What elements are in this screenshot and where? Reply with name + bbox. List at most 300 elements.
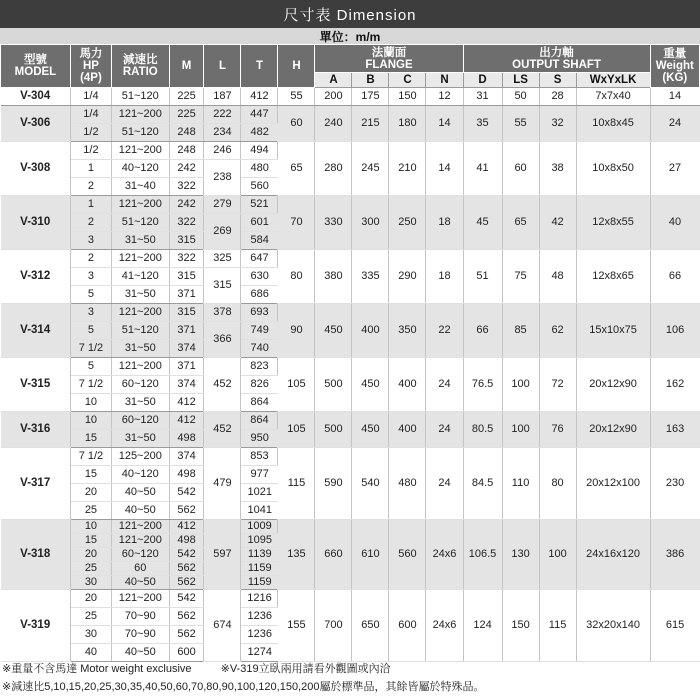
ratio-cell: 40~50: [112, 502, 170, 520]
model-group: [1, 304, 700, 358]
header-model: 型號 MODEL: [1, 45, 71, 88]
h-cell: 105: [278, 358, 315, 412]
c-cell: 560: [389, 520, 426, 590]
m-cell: 412: [169, 520, 204, 534]
table-row: [1, 304, 700, 322]
hp-cell: 20: [70, 484, 111, 502]
hp-cell: 1: [70, 160, 111, 178]
m-cell: 542: [169, 548, 204, 562]
d-cell: 80.5: [463, 412, 502, 448]
h-cell: 90: [278, 304, 315, 358]
t-cell: 584: [241, 232, 278, 250]
ratio-cell: 31~50: [112, 394, 170, 412]
n-cell: 24: [426, 448, 463, 520]
m-cell: 562: [169, 576, 204, 590]
key-cell: 20x12x100: [576, 448, 650, 520]
l-cell: 279: [204, 196, 241, 214]
b-cell: 300: [352, 196, 389, 250]
model-group: [1, 196, 700, 250]
t-cell: 740: [241, 340, 278, 358]
s-cell: 28: [539, 88, 576, 106]
model-group: [1, 88, 700, 106]
ratio-cell: 40~120: [112, 466, 170, 484]
n-cell: 18: [426, 250, 463, 304]
header-flange-b: B: [352, 73, 389, 88]
hp-cell: 1/2: [70, 124, 111, 142]
model-cell: V-314: [1, 304, 71, 358]
d-cell: 84.5: [463, 448, 502, 520]
hp-cell: 3: [70, 304, 111, 322]
l-cell: 246: [204, 142, 241, 160]
s-cell: 115: [539, 590, 576, 662]
hp-cell: 1: [70, 196, 111, 214]
l-cell: 597: [204, 520, 241, 590]
a-cell: 200: [315, 88, 352, 106]
l-cell: 187: [204, 88, 241, 106]
m-cell: 225: [169, 106, 204, 124]
t-cell: 647: [241, 250, 278, 268]
hp-cell: 30: [70, 576, 111, 590]
s-cell: 72: [539, 358, 576, 412]
m-cell: 374: [169, 376, 204, 394]
t-cell: 977: [241, 466, 278, 484]
ls-cell: 150: [502, 590, 539, 662]
key-cell: 7x7x40: [576, 88, 650, 106]
weight-cell: 230: [650, 448, 699, 520]
ratio-cell: 31~40: [112, 178, 170, 196]
s-cell: 100: [539, 520, 576, 590]
t-cell: 1041: [241, 502, 278, 520]
t-cell: 480: [241, 160, 278, 178]
d-cell: 35: [463, 106, 502, 142]
hp-cell: 5: [70, 286, 111, 304]
h-cell: 70: [278, 196, 315, 250]
ratio-cell: 41~120: [112, 268, 170, 286]
hp-cell: 15: [70, 466, 111, 484]
d-cell: 76.5: [463, 358, 502, 412]
weight-cell: 386: [650, 520, 699, 590]
n-cell: 24x6: [426, 590, 463, 662]
model-cell: V-304: [1, 88, 71, 106]
d-cell: 106.5: [463, 520, 502, 590]
hp-cell: 15: [70, 534, 111, 548]
model-cell: V-319: [1, 590, 71, 662]
ls-cell: 85: [502, 304, 539, 358]
t-cell: 950: [241, 430, 278, 448]
n-cell: 22: [426, 304, 463, 358]
d-cell: 51: [463, 250, 502, 304]
a-cell: 500: [315, 412, 352, 448]
hp-cell: 2: [70, 250, 111, 268]
model-cell: V-316: [1, 412, 71, 448]
model-group: [1, 520, 700, 590]
table-row: [1, 448, 700, 466]
model-cell: V-310: [1, 196, 71, 250]
ratio-cell: 121~200: [112, 142, 170, 160]
hp-cell: 5: [70, 358, 111, 376]
weight-cell: 27: [650, 142, 699, 196]
b-cell: 610: [352, 520, 389, 590]
n-cell: 14: [426, 106, 463, 142]
ratio-cell: 31~50: [112, 340, 170, 358]
h-cell: 115: [278, 448, 315, 520]
t-cell: 823: [241, 358, 278, 376]
b-cell: 245: [352, 142, 389, 196]
t-cell: 1236: [241, 626, 278, 644]
m-cell: 562: [169, 608, 204, 626]
ratio-cell: 51~120: [112, 88, 170, 106]
ratio-cell: 31~50: [112, 430, 170, 448]
weight-cell: 40: [650, 196, 699, 250]
l-cell: 315: [204, 268, 241, 304]
ratio-cell: 121~200: [112, 304, 170, 322]
b-cell: 335: [352, 250, 389, 304]
m-cell: 322: [169, 178, 204, 196]
ls-cell: 55: [502, 106, 539, 142]
weight-cell: 24: [650, 106, 699, 142]
table-row: [1, 590, 700, 608]
d-cell: 124: [463, 590, 502, 662]
model-group: [1, 106, 700, 142]
s-cell: 38: [539, 142, 576, 196]
d-cell: 45: [463, 196, 502, 250]
ratio-cell: 121~200: [112, 250, 170, 268]
c-cell: 150: [389, 88, 426, 106]
m-cell: 322: [169, 214, 204, 232]
t-cell: 1216: [241, 590, 278, 608]
b-cell: 650: [352, 590, 389, 662]
m-cell: 412: [169, 394, 204, 412]
ls-cell: 100: [502, 358, 539, 412]
ls-cell: 130: [502, 520, 539, 590]
header-h: H: [278, 45, 315, 88]
ratio-cell: 70~90: [112, 626, 170, 644]
ratio-cell: 121~200: [112, 520, 170, 534]
dimension-table: [0, 44, 700, 662]
ratio-cell: 121~200: [112, 358, 170, 376]
h-cell: 135: [278, 520, 315, 590]
h-cell: 80: [278, 250, 315, 304]
ratio-cell: 60~120: [112, 548, 170, 562]
t-cell: 1009: [241, 520, 278, 534]
t-cell: 749: [241, 322, 278, 340]
t-cell: 1236: [241, 608, 278, 626]
footnote-weight: ※重量不含馬達 Motor weight exclusive: [2, 663, 192, 675]
d-cell: 41: [463, 142, 502, 196]
a-cell: 280: [315, 142, 352, 196]
m-cell: 225: [169, 88, 204, 106]
hp-cell: 7 1/2: [70, 340, 111, 358]
t-cell: 560: [241, 178, 278, 196]
m-cell: 322: [169, 250, 204, 268]
m-cell: 315: [169, 232, 204, 250]
footnote-line-1: [0, 660, 700, 678]
m-cell: 600: [169, 644, 204, 662]
m-cell: 371: [169, 358, 204, 376]
model-group: [1, 412, 700, 448]
header-m: M: [169, 45, 204, 88]
c-cell: 180: [389, 106, 426, 142]
l-cell: 325: [204, 250, 241, 268]
header-weight: 重量 Weight (KG): [650, 45, 699, 88]
key-cell: 32x20x140: [576, 590, 650, 662]
table-row: [1, 520, 700, 534]
t-cell: 853: [241, 448, 278, 466]
t-cell: 447: [241, 106, 278, 124]
t-cell: 1021: [241, 484, 278, 502]
table-row: [1, 196, 700, 214]
t-cell: 826: [241, 376, 278, 394]
weight-cell: 615: [650, 590, 699, 662]
b-cell: 215: [352, 106, 389, 142]
ratio-cell: 60: [112, 562, 170, 576]
c-cell: 480: [389, 448, 426, 520]
d-cell: 31: [463, 88, 502, 106]
c-cell: 250: [389, 196, 426, 250]
m-cell: 412: [169, 412, 204, 430]
footnote-v319: ※V-319立臥兩用請看外觀圖或內洽: [220, 663, 391, 675]
ls-cell: 75: [502, 250, 539, 304]
m-cell: 498: [169, 430, 204, 448]
weight-cell: 14: [650, 88, 699, 106]
b-cell: 450: [352, 358, 389, 412]
m-cell: 315: [169, 304, 204, 322]
m-cell: 242: [169, 160, 204, 178]
s-cell: 32: [539, 106, 576, 142]
ratio-cell: 51~120: [112, 322, 170, 340]
hp-cell: 25: [70, 502, 111, 520]
n-cell: 24: [426, 358, 463, 412]
l-cell: 269: [204, 214, 241, 250]
n-cell: 24x6: [426, 520, 463, 590]
t-cell: 494: [241, 142, 278, 160]
hp-cell: 1/4: [70, 106, 111, 124]
a-cell: 450: [315, 304, 352, 358]
m-cell: 562: [169, 502, 204, 520]
ls-cell: 100: [502, 412, 539, 448]
t-cell: 1139: [241, 548, 278, 562]
model-group: [1, 358, 700, 412]
hp-cell: 25: [70, 608, 111, 626]
key-cell: 20x12x90: [576, 358, 650, 412]
s-cell: 76: [539, 412, 576, 448]
t-cell: 686: [241, 286, 278, 304]
m-cell: 371: [169, 286, 204, 304]
header-flange-n: N: [426, 73, 463, 88]
header-flange: 法蘭面 FLANGE: [315, 45, 463, 73]
header-shaft-key: WxYxLK: [576, 73, 650, 88]
hp-cell: 40: [70, 644, 111, 662]
h-cell: 105: [278, 412, 315, 448]
model-cell: V-306: [1, 106, 71, 142]
hp-cell: 10: [70, 412, 111, 430]
b-cell: 450: [352, 412, 389, 448]
m-cell: 242: [169, 196, 204, 214]
ls-cell: 50: [502, 88, 539, 106]
c-cell: 210: [389, 142, 426, 196]
l-cell: 366: [204, 322, 241, 358]
m-cell: 562: [169, 626, 204, 644]
key-cell: 10x8x50: [576, 142, 650, 196]
hp-cell: 10: [70, 520, 111, 534]
key-cell: 10x8x45: [576, 106, 650, 142]
c-cell: 290: [389, 250, 426, 304]
b-cell: 175: [352, 88, 389, 106]
hp-cell: 20: [70, 590, 111, 608]
hp-cell: 30: [70, 626, 111, 644]
header-flange-a: A: [315, 73, 352, 88]
m-cell: 542: [169, 590, 204, 608]
a-cell: 240: [315, 106, 352, 142]
ratio-cell: 31~50: [112, 286, 170, 304]
hp-cell: 5: [70, 322, 111, 340]
n-cell: 18: [426, 196, 463, 250]
t-cell: 693: [241, 304, 278, 322]
a-cell: 380: [315, 250, 352, 304]
t-cell: 1159: [241, 576, 278, 590]
key-cell: 20x12x90: [576, 412, 650, 448]
t-cell: 864: [241, 394, 278, 412]
table-row: [1, 412, 700, 430]
l-cell: 378: [204, 304, 241, 322]
l-cell: 452: [204, 412, 241, 448]
header-shaft-d: D: [463, 73, 502, 88]
ratio-cell: 40~50: [112, 644, 170, 662]
n-cell: 14: [426, 142, 463, 196]
hp-cell: 20: [70, 548, 111, 562]
s-cell: 48: [539, 250, 576, 304]
c-cell: 400: [389, 358, 426, 412]
header-l: L: [204, 45, 241, 88]
model-group: [1, 590, 700, 662]
ls-cell: 65: [502, 196, 539, 250]
ratio-cell: 60~120: [112, 412, 170, 430]
ratio-cell: 121~200: [112, 590, 170, 608]
ratio-cell: 51~120: [112, 214, 170, 232]
t-cell: 630: [241, 268, 278, 286]
page-title: 尺寸表 Dimension: [0, 0, 700, 28]
b-cell: 540: [352, 448, 389, 520]
n-cell: 24: [426, 412, 463, 448]
h-cell: 155: [278, 590, 315, 662]
hp-cell: 1/2: [70, 142, 111, 160]
ls-cell: 60: [502, 142, 539, 196]
footnote-ratio: ※減速比5,10,15,20,25,30,35,40,50,60,70,80,90,100,120,150,200屬於標準品，其餘皆屬於特殊品。: [2, 681, 485, 693]
t-cell: 864: [241, 412, 278, 430]
hp-cell: 7 1/2: [70, 448, 111, 466]
a-cell: 700: [315, 590, 352, 662]
t-cell: 412: [241, 88, 278, 106]
h-cell: 55: [278, 88, 315, 106]
hp-cell: 2: [70, 214, 111, 232]
c-cell: 400: [389, 412, 426, 448]
hp-cell: 3: [70, 268, 111, 286]
m-cell: 248: [169, 142, 204, 160]
ratio-cell: 70~90: [112, 608, 170, 626]
m-cell: 374: [169, 448, 204, 466]
ls-cell: 110: [502, 448, 539, 520]
hp-cell: 15: [70, 430, 111, 448]
m-cell: 248: [169, 124, 204, 142]
t-cell: 1274: [241, 644, 278, 662]
s-cell: 62: [539, 304, 576, 358]
model-group: [1, 448, 700, 520]
s-cell: 42: [539, 196, 576, 250]
a-cell: 660: [315, 520, 352, 590]
h-cell: 60: [278, 106, 315, 142]
m-cell: 371: [169, 322, 204, 340]
model-cell: V-308: [1, 142, 71, 196]
hp-cell: 7 1/2: [70, 376, 111, 394]
t-cell: 521: [241, 196, 278, 214]
n-cell: 12: [426, 88, 463, 106]
table-row: [1, 250, 700, 268]
ratio-cell: 40~50: [112, 484, 170, 502]
ratio-cell: 125~200: [112, 448, 170, 466]
key-cell: 12x8x65: [576, 250, 650, 304]
table-row: [1, 142, 700, 160]
model-group: [1, 142, 700, 196]
key-cell: 12x8x55: [576, 196, 650, 250]
a-cell: 330: [315, 196, 352, 250]
m-cell: 498: [169, 466, 204, 484]
l-cell: 452: [204, 358, 241, 412]
ratio-cell: 51~120: [112, 124, 170, 142]
l-cell: 222: [204, 106, 241, 124]
hp-cell: 2: [70, 178, 111, 196]
ratio-cell: 40~120: [112, 160, 170, 178]
model-cell: V-318: [1, 520, 71, 590]
footnotes: [0, 660, 700, 696]
ratio-cell: 60~120: [112, 376, 170, 394]
ratio-cell: 121~200: [112, 196, 170, 214]
t-cell: 1159: [241, 562, 278, 576]
weight-cell: 66: [650, 250, 699, 304]
hp-cell: 1/4: [70, 88, 111, 106]
model-cell: V-317: [1, 448, 71, 520]
a-cell: 500: [315, 358, 352, 412]
c-cell: 600: [389, 590, 426, 662]
t-cell: 1095: [241, 534, 278, 548]
m-cell: 374: [169, 340, 204, 358]
m-cell: 315: [169, 268, 204, 286]
ratio-cell: 121~200: [112, 534, 170, 548]
m-cell: 498: [169, 534, 204, 548]
header-ratio: 減速比 RATIO: [112, 45, 170, 88]
model-cell: V-315: [1, 358, 71, 412]
t-cell: 482: [241, 124, 278, 142]
header-t: T: [241, 45, 278, 88]
l-cell: 234: [204, 124, 241, 142]
key-cell: 24x16x120: [576, 520, 650, 590]
header-output-shaft: 出力軸 OUTPUT SHAFT: [463, 45, 650, 73]
m-cell: 562: [169, 562, 204, 576]
weight-cell: 163: [650, 412, 699, 448]
ratio-cell: 121~200: [112, 106, 170, 124]
b-cell: 400: [352, 304, 389, 358]
l-cell: 238: [204, 160, 241, 196]
d-cell: 66: [463, 304, 502, 358]
h-cell: 65: [278, 142, 315, 196]
model-group: [1, 250, 700, 304]
header-flange-c: C: [389, 73, 426, 88]
c-cell: 350: [389, 304, 426, 358]
hp-cell: 25: [70, 562, 111, 576]
table-row: [1, 358, 700, 376]
ratio-cell: 40~50: [112, 576, 170, 590]
key-cell: 15x10x75: [576, 304, 650, 358]
ratio-cell: 31~50: [112, 232, 170, 250]
